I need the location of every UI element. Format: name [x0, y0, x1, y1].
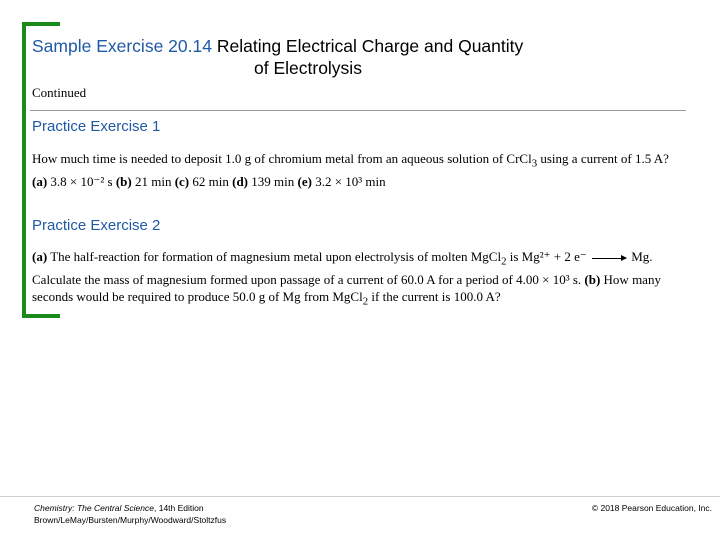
footer-copyright: © 2018 Pearson Education, Inc.	[591, 503, 712, 513]
title-line-1: Relating Electrical Charge and Quantity	[216, 36, 524, 56]
footer-citation: Chemistry: The Central Science, 14th Edition Brown/LeMay/Bursten/Murphy/Woodward/Stoltzfus	[34, 503, 227, 525]
practice-exercise-2-heading: Practice Exercise 2	[32, 217, 161, 234]
practice-exercise-1-question: How much time is needed to deposit 1.0 g of chromium metal from an aqueous solution of CrCl$_3$ using a current of 1.5 A? (a) 3.8 × 10⁻² s (b) 21 min (c) 62 min (d) 139 min (e) 3.2 × 10³ min	[32, 151, 669, 189]
practice-exercise-2-question: (a) The half-reaction for formation of magnesium metal upon electrolysis of molten MgCl$_2$ is Mg²⁺ + 2 e⁻ Mg. Calculate the mass of magnesium formed upon passage of a current of 60.0 A for a period of 4.00 × 10³ s. (b) How many seconds would be required to produce 50.0 g of Mg from MgCl$_2$ if the current is 100.0 A?	[32, 249, 661, 308]
divider	[30, 110, 686, 111]
reaction-arrow-icon	[592, 258, 626, 259]
exercise-number: Sample Exercise 20.14	[32, 36, 212, 56]
continued-label: Continued	[32, 85, 87, 100]
practice-exercise-1-heading: Practice Exercise 1	[32, 118, 161, 135]
answer-choices: (a) 3.8 × 10⁻² s (b) 21 min (c) 62 min (d) 139 min (e) 3.2 × 10³ min	[32, 173, 386, 189]
slide-title	[32, 35, 692, 79]
title-line-2: of Electrolysis	[254, 58, 362, 78]
footer-divider	[0, 496, 720, 497]
